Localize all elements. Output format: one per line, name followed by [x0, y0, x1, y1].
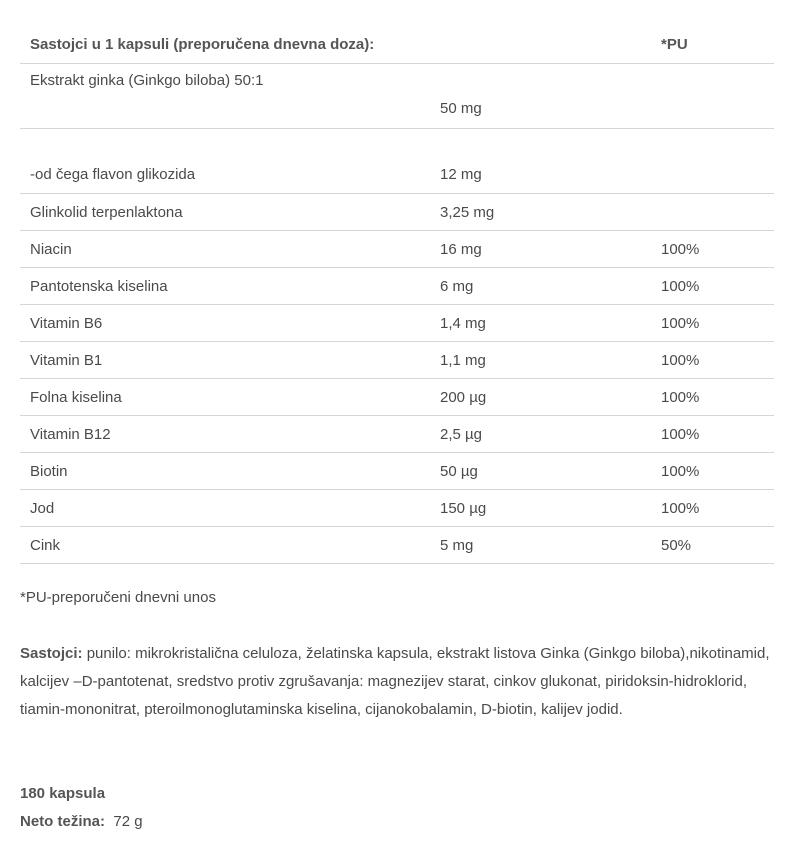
ingredient-name: Cink	[30, 537, 61, 554]
ingredient-rda: 100%	[661, 241, 700, 258]
ingredient-name: Biotin	[30, 463, 68, 480]
header-ingredient: Sastojci u 1 kapsuli (preporučena dnevna doza):	[30, 36, 375, 53]
package-count	[20, 780, 105, 808]
ingredient-amount: 2,5 µg	[440, 426, 483, 443]
ingredient-rda: 100%	[661, 426, 700, 443]
ingredient-name: Pantotenska kiselina	[30, 278, 168, 295]
ingredient-amount: 1,4 mg	[440, 315, 486, 332]
rda-footnote: *PU-preporučeni dnevni unos	[20, 589, 216, 606]
ingredient-rda: 100%	[661, 463, 700, 480]
ingredients-label: Sastojci:	[20, 645, 83, 662]
ingredients-text: punilo: mikrokristalična celuloza, želatinska kapsula, ekstrakt listova Ginka (Ginkgo biloba),nikotinamid, kalcijev –D-pantotenat, sredstvo protiv zgrušavanja: magnezijev starat, cinkov glukonat, piridoksin-hidroklorid, tiamin-mononitrat, pteroilmonoglutaminska kiselina, cijanokobalamin, D-biotin, kalijev jodid.	[20, 645, 770, 718]
table-row	[20, 268, 774, 305]
table-row	[20, 64, 774, 129]
ingredient-name: Glinkolid terpenlaktona	[30, 204, 183, 221]
ingredient-name: Niacin	[30, 241, 72, 258]
ingredient-amount: 3,25 mg	[440, 204, 495, 221]
package-count-text: 180 kapsula	[20, 785, 106, 802]
ingredient-name: Ekstrakt ginka (Ginkgo biloba) 50:1	[30, 72, 264, 89]
ingredient-rda: 100%	[661, 278, 700, 295]
table-row	[20, 416, 774, 453]
ingredient-amount: 12 mg	[440, 166, 482, 183]
net-weight-value: 72 g	[105, 813, 143, 830]
table-row	[20, 379, 774, 416]
net-weight-label: Neto težina:	[20, 813, 106, 830]
ingredient-amount: 50 µg	[440, 463, 478, 480]
table-row	[20, 527, 774, 564]
ingredient-amount: 16 mg	[440, 241, 482, 258]
ingredient-name: Folna kiselina	[30, 389, 122, 406]
header-rda: *PU	[661, 36, 688, 53]
ingredient-amount: 1,1 mg	[440, 352, 486, 369]
table-row	[20, 453, 774, 490]
table-header	[20, 26, 774, 64]
ingredient-rda: 100%	[661, 500, 700, 517]
table-row	[20, 342, 774, 379]
net-weight	[20, 808, 143, 836]
ingredient-rda: 100%	[661, 315, 700, 332]
ingredient-amount: 200 µg	[440, 389, 487, 406]
ingredient-amount: 5 mg	[440, 537, 474, 554]
table-row	[20, 231, 774, 268]
ingredient-amount: 150 µg	[440, 500, 487, 517]
ingredient-name: Vitamin B12	[30, 426, 111, 443]
ingredient-amount: 50 mg	[440, 100, 482, 117]
ingredient-rda: 50%	[661, 537, 692, 554]
ingredient-name: Vitamin B1	[30, 352, 103, 369]
table-row	[20, 129, 774, 194]
ingredient-rda: 100%	[661, 352, 700, 369]
nutrition-table	[20, 26, 774, 564]
ingredient-name: Vitamin B6	[30, 315, 103, 332]
table-row	[20, 194, 774, 231]
ingredient-name: Jod	[30, 500, 55, 517]
table-row	[20, 305, 774, 342]
table-row	[20, 490, 774, 527]
ingredient-amount: 6 mg	[440, 278, 474, 295]
ingredients-paragraph	[20, 640, 770, 724]
ingredient-name: -od čega flavon glikozida	[30, 166, 196, 183]
ingredient-rda: 100%	[661, 389, 700, 406]
